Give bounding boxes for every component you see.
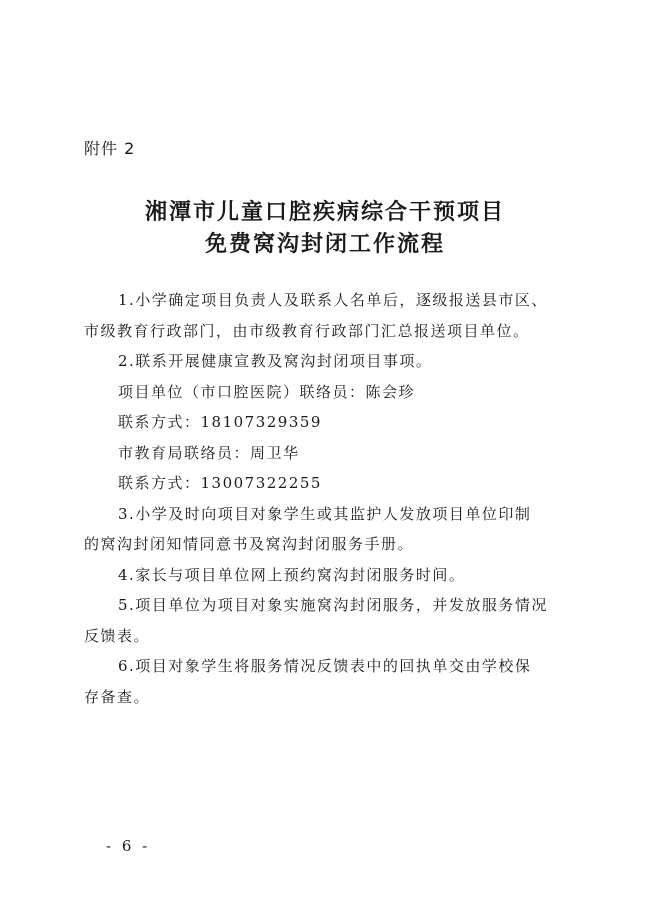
page-number: - 6 - xyxy=(106,837,151,855)
paragraph-line: 5.项目单位为项目对象实施窝沟封闭服务，并发放服务情况 xyxy=(118,596,548,614)
paragraph-line: 3.小学及时向项目对象学生或其监护人发放项目单位印制 xyxy=(118,504,532,523)
paragraph-line: 的窝沟封闭知情同意书及窝沟封闭服务手册。 xyxy=(84,535,415,553)
paragraph-line: 6.项目对象学生将服务情况反馈表中的回执单交由学校保 xyxy=(118,657,532,675)
document-title-line-2: 免费窝沟封闭工作流程 xyxy=(204,231,445,257)
contact-line: 联系方式：13007322255 xyxy=(118,474,322,492)
contact-line: 项目单位（市口腔医院）联络员：陈会珍 xyxy=(118,382,416,401)
document-title-line-1: 湘潭市儿童口腔疾病综合干预项目 xyxy=(144,199,505,225)
document-body xyxy=(84,285,574,712)
paragraph-line: 存备查。 xyxy=(84,687,151,706)
contact-line: 市教育局联络员：周卫华 xyxy=(118,443,300,462)
paragraph-line: 2.联系开展健康宣教及窝沟封闭项目事项。 xyxy=(118,352,433,370)
attachment-label: 附件 2 xyxy=(84,139,136,158)
paragraph-line: 1.小学确定项目负责人及联系人名单后，逐级报送县市区、 xyxy=(118,291,548,309)
contact-line: 联系方式：18107329359 xyxy=(118,413,322,431)
paragraph-line: 反馈表。 xyxy=(84,626,151,645)
paragraph-line: 市级教育行政部门，由市级教育行政部门汇总报送项目单位。 xyxy=(84,321,530,340)
paragraph-line: 4.家长与项目单位网上预约窝沟封闭服务时间。 xyxy=(118,565,466,584)
